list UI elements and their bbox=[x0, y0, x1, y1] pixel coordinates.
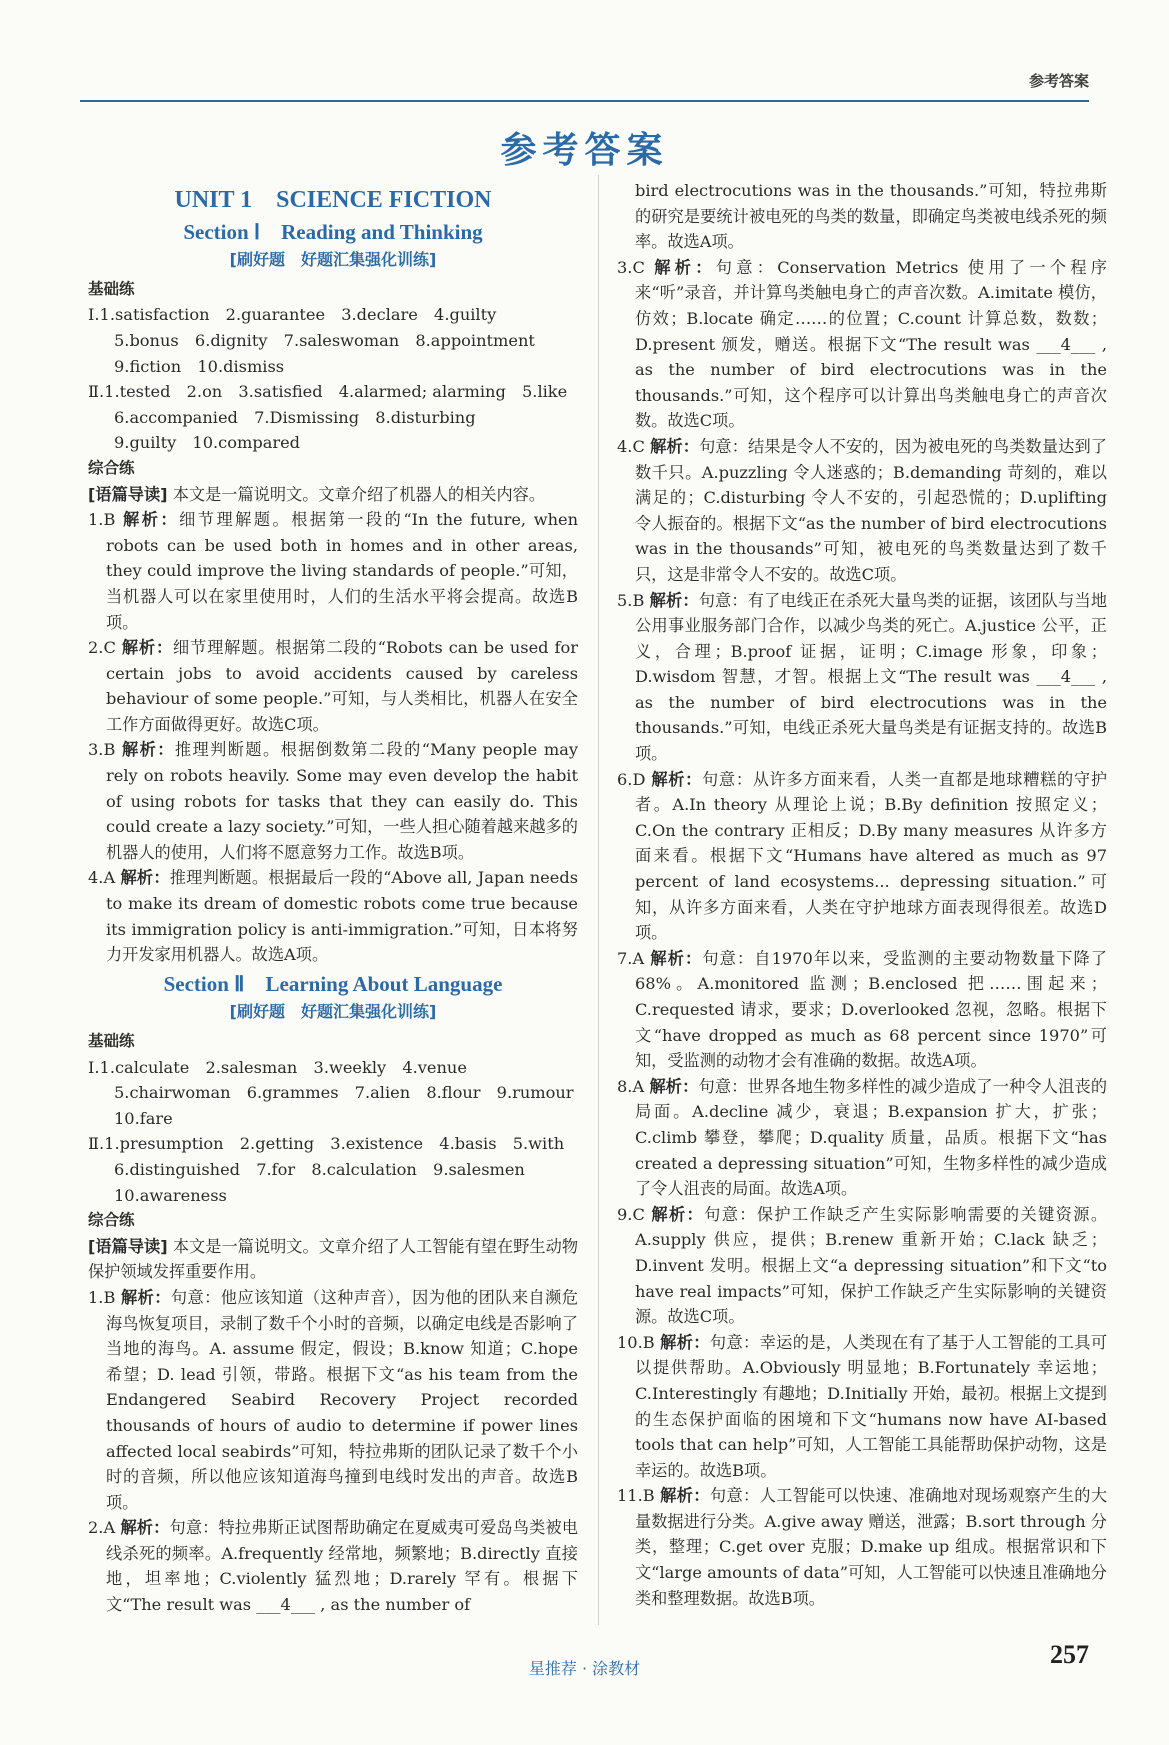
analysis-label: 解析： bbox=[660, 1332, 710, 1352]
answer-number: 3.C bbox=[617, 257, 645, 277]
analysis-label: 解析： bbox=[123, 510, 180, 530]
comprehensive-practice-heading: 综合练 bbox=[88, 1211, 135, 1230]
answer-item bbox=[88, 507, 578, 635]
analysis-label: 解析： bbox=[651, 1204, 705, 1224]
answer-item bbox=[88, 635, 578, 737]
answer-text: 句意：结果是令人不安的，因为被电死的鸟类数量达到了数千只。A.puzzling 令人迷惑的；B.demanding 苛刻的，难以满足的；C.disturbing 令人不安的，引起恐慌的；D.uplifting 令人振奋的。根据下文“as the number of bird electrocutions was in the thousands”可知，被电死的鸟类数量达到了数千只，这是非常令人不安的。故选C项。 bbox=[635, 436, 1107, 584]
left-column bbox=[88, 180, 578, 1618]
answer-number: 3.B bbox=[88, 740, 116, 760]
section-2-tag: [刷好题 好题汇集强化训练] bbox=[229, 1002, 437, 1022]
answer-item bbox=[617, 1202, 1107, 1330]
answer-text: 细节理解题。根据第一段的“In the future, when robots can be used both in homes and in other areas, they could improve the living standards of people.”可知，当机器人可以在家里使用时，人们的生活水平将会提高。故选B项。 bbox=[106, 510, 579, 632]
answer-item bbox=[617, 434, 1107, 588]
answer-item bbox=[617, 255, 1107, 434]
answer-number: 4.A bbox=[88, 868, 116, 888]
answer-line: 9.guilty 10.compared bbox=[114, 433, 301, 453]
answer-text: 句意：幸运的是，人类现在有了基于人工智能的工具可以提供帮助。A.Obviously 明显地；B.Fortunately 幸运地；C.Interestingly 有趣地；D.Initially 开始，最初。根据上文提到的生态保护面临的困境和下文“humans now have AI-based tools that can help”可知，人工智能工具能帮助保护动物，这是幸运的。故选B项。 bbox=[635, 1332, 1108, 1480]
answer-item bbox=[88, 737, 578, 865]
answer-text: 推理判断题。根据倒数第二段的“Many people may rely on robots heavily. Some may even develop the habit of using robots for tasks that they can easily do. This could create a lazy society.”可知，一些人担心随着越来越多的机器人的使用，人们将不愿意努力工作。故选B项。 bbox=[106, 740, 579, 862]
answer-number: 8.A bbox=[617, 1076, 645, 1096]
page-number: 257 bbox=[1050, 1640, 1089, 1669]
analysis-label: 解析： bbox=[654, 257, 716, 277]
answer-continuation bbox=[617, 178, 1107, 255]
answer-item bbox=[617, 946, 1107, 1074]
answer-number: 10.B bbox=[617, 1332, 655, 1352]
reading-guide bbox=[88, 482, 578, 508]
answer-number: 7.A bbox=[617, 948, 645, 968]
answer-text: 句意：他应该知道（这种声音），因为他的团队来自濒危海鸟恢复项目，录制了数千个小时的音频，以确定电线是否影响了当地的海鸟。A. assume 假定，假设；B.know 知道；C.hope 希望；D. lead 引领，带路。根据下文“as his team from the Endangered Seabird Recovery Project recorded thousands of hours of audio to determine if power lines affected local seabirds”可知，特拉弗斯的团队记录了数千个小时的音频，所以他应该知道海鸟撞到电线时发出的声音。故选B项。 bbox=[106, 1287, 578, 1512]
answer-item bbox=[88, 1515, 578, 1617]
analysis-label: 解析： bbox=[660, 1486, 710, 1506]
header-rule bbox=[80, 100, 1089, 102]
answer-number: 11.B bbox=[617, 1486, 655, 1506]
section-1-tag: [刷好题 好题汇集强化训练] bbox=[229, 250, 437, 270]
right-column bbox=[617, 178, 1107, 1611]
analysis-label: 解析： bbox=[120, 1518, 170, 1538]
basic-practice-heading: 基础练 bbox=[88, 1032, 135, 1050]
analysis-label: 解析： bbox=[649, 590, 699, 610]
answer-text: 推理判断题。根据最后一段的“Above all, Japan needs to make its dream of domestic robots come true because its immigration policy is anti-immigration.”可知，日本将努力开发家用机器人。故选A项。 bbox=[106, 868, 579, 965]
answer-line: Ⅱ.1.presumption 2.getting 3.existence 4.basis 5.with bbox=[88, 1134, 565, 1154]
answer-item bbox=[617, 588, 1107, 767]
answer-number: 1.B bbox=[88, 510, 116, 530]
answer-line: 6.accompanied 7.Dismissing 8.disturbing bbox=[114, 407, 476, 427]
answer-item bbox=[617, 1330, 1107, 1484]
analysis-label: 解析： bbox=[121, 638, 174, 658]
answer-text: 句意：有了电线正在杀死大量鸟类的证据，该团队与当地公用事业服务部门合作，以减少鸟类的死亡。A.justice 公平，正义，合理；B.proof 证据，证明；C.image 形象，印象；D.wisdom 智慧，才智。根据上文“The result was ___4___ , as the number of bird electrocutions was in the thousands.”可知，电线正杀死大量鸟类是有证据支持的。故选B项。 bbox=[635, 590, 1108, 764]
answer-number: 1.B bbox=[88, 1287, 116, 1307]
footer-brand: 星推荐 · 涂教材 bbox=[528, 1659, 641, 1678]
answer-line: 10.awareness bbox=[114, 1185, 227, 1205]
answer-item bbox=[88, 865, 578, 967]
answer-text: 句意：人工智能可以快速、准确地对现场观察产生的大量数据进行分类。A.give away 赠送，泄露；B.sort through 分类，整理；C.get over 克服；D.make up 组成。根据常识和下文“large amounts of data”可知，人工智能可以快速且准确地分类和整理数据。故选B项。 bbox=[635, 1486, 1108, 1608]
unit-title: UNIT 1 SCIENCE FICTION bbox=[174, 187, 492, 213]
section-1-title: Section Ⅰ Reading and Thinking bbox=[183, 219, 483, 244]
answer-line: 6.distinguished 7.for 8.calculation 9.salesmen bbox=[114, 1159, 525, 1179]
reading-guide-tag: [语篇导读] bbox=[88, 1236, 168, 1256]
answer-line: Ⅱ.1.tested 2.on 3.satisfied 4.alarmed; alarming 5.like bbox=[88, 382, 568, 402]
answer-text: 句意：Conservation Metrics 使用了一个程序来“听”录音，并计算鸟类触电身亡的声音次数。A.imitate 模仿，仿效；B.locate 确定……的位置；C.count 计算总数，数数；D.present 颁发，赠送。根据下文“The result was ___4___ , as the number of bird electrocutions was in the thousands.”可知，这个程序可以计算出鸟类触电身亡的声音次数。故选C项。 bbox=[635, 257, 1107, 431]
reading-guide-text: 本文是一篇说明文。文章介绍了机器人的相关内容。 bbox=[172, 484, 546, 504]
answer-item bbox=[617, 767, 1107, 946]
column-divider bbox=[598, 175, 599, 1625]
answer-text: 句意：特拉弗斯正试图帮助确定在夏威夷可爱岛鸟类被电线杀死的频率。A.frequently 经常地，频繁地；B.directly 直接地，坦率地；C.violently 猛烈地；D.rarely 罕有。根据下文“The result was ___4___ , as the number of bbox=[106, 1518, 579, 1615]
answer-text: 句意：保护工作缺乏产生实际影响需要的关键资源。A.supply 供应，提供；B.renew 重新开始；C.lack 缺乏；D.invent 发明。根据上文“a depressing situation”和下文“to have real impacts”可知，保护工作缺乏产生实际影响的关键资源。故选C项。 bbox=[635, 1204, 1108, 1327]
section-2-title: Section Ⅱ Learning About Language bbox=[163, 971, 503, 996]
answer-item bbox=[617, 1074, 1107, 1202]
reading-guide-tag: [语篇导读] bbox=[88, 484, 168, 504]
reading-guide bbox=[88, 1234, 578, 1285]
analysis-label: 解析： bbox=[120, 1287, 171, 1307]
analysis-label: 解析： bbox=[121, 740, 175, 760]
answer-item bbox=[617, 1483, 1107, 1611]
running-head: 参考答案 bbox=[1028, 72, 1089, 90]
answer-number: 2.A bbox=[88, 1518, 116, 1538]
answer-text: 句意：自1970年以来，受监测的主要动物数量下降了68%。A.monitored 监测；B.enclosed 把……围起来；C.requested 请求，要求；D.overlooked 忽视，忽略。根据下文“have dropped as much as 68 percent since 1970”可知，受监测的动物才会有准确的数据。故选A项。 bbox=[635, 948, 1107, 1071]
answer-line: Ⅰ.1.satisfaction 2.guarantee 3.declare 4.guilty bbox=[88, 305, 497, 325]
answer-line: 9.fiction 10.dismiss bbox=[114, 356, 285, 376]
basic-practice-heading: 基础练 bbox=[88, 279, 135, 298]
answer-line: 5.chairwoman 6.grammes 7.alien 8.flour 9.rumour bbox=[114, 1083, 574, 1103]
answer-text: 细节理解题。根据第二段的“Robots can be used for certain jobs to avoid accidents caused by careless behaviour of some people.”可知，与人类相比，机器人在安全工作方面做得更好。故选C项。 bbox=[106, 638, 578, 734]
page-title: 参考答案 bbox=[500, 130, 669, 171]
comprehensive-practice-heading: 综合练 bbox=[88, 458, 135, 477]
analysis-label: 解析： bbox=[649, 1076, 699, 1096]
answer-line: 10.fare bbox=[114, 1108, 173, 1128]
answer-item bbox=[88, 1285, 578, 1515]
answer-line: Ⅰ.1.calculate 2.salesman 3.weekly 4.venue bbox=[88, 1057, 467, 1077]
answer-text: 句意：从许多方面来看，人类一直都是地球糟糕的守护者。A.In theory 从理论上说；B.By definition 按照定义；C.On the contrary 正相反；D.By many measures 从许多方面来看。根据下文“Humans have altered as much as 97 percent of land ecosystems... depressing situation.”可知，从许多方面来看，人类在守护地球方面表现得很差。故选D项。 bbox=[635, 769, 1108, 943]
analysis-label: 解析： bbox=[650, 436, 700, 456]
analysis-label: 解析： bbox=[120, 868, 170, 888]
answer-number: 6.D bbox=[617, 769, 646, 789]
answer-number: 5.B bbox=[617, 590, 645, 610]
reading-guide-text: 本文是一篇说明文。文章介绍了人工智能有望在野生动物保护领域发挥重要作用。 bbox=[88, 1236, 579, 1282]
answer-text: bird electrocutions was in the thousands.”可知，特拉弗斯的研究是要统计被电死的鸟类的数量，即确定鸟类被电线杀死的频率。故选A项。 bbox=[635, 181, 1107, 252]
answer-text: 句意：世界各地生物多样性的减少造成了一种令人沮丧的局面。A.decline 减少，衰退；B.expansion 扩大，扩张；C.climb 攀登，攀爬；D.quality 质量，品质。根据下文“has created a depressing situation”可知，生物多样性的减少造成了令人沮丧的局面。故选A项。 bbox=[635, 1076, 1108, 1199]
answer-number: 2.C bbox=[88, 638, 116, 658]
analysis-label: 解析： bbox=[650, 948, 703, 968]
analysis-label: 解析： bbox=[651, 769, 703, 789]
answer-number: 4.C bbox=[617, 436, 645, 456]
answer-number: 9.C bbox=[617, 1204, 645, 1224]
answer-line: 5.bonus 6.dignity 7.saleswoman 8.appointment bbox=[114, 330, 535, 350]
